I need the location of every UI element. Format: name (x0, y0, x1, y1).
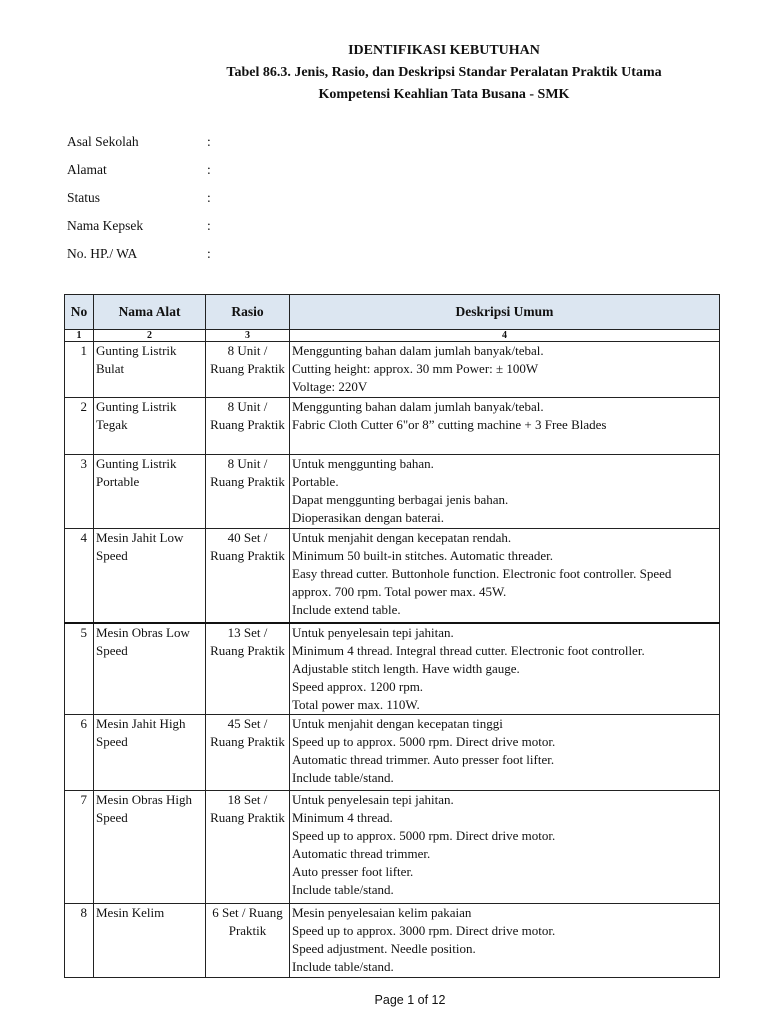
cell-nama-alat (94, 715, 206, 791)
cell-deskripsi-line: Cutting height: approx. 30 mm Power: ± 100W (292, 361, 539, 376)
column-number-row (65, 330, 720, 342)
page-number: Page 1 of 12 (374, 993, 446, 1007)
cell-rasio (206, 904, 290, 978)
cell-rasio-line: Praktik (228, 923, 267, 938)
cell-no: 6 (65, 715, 94, 791)
cell-rasio (206, 623, 290, 715)
document-title (0, 40, 768, 106)
cell-nama-alat-line: Tegak (96, 417, 128, 432)
cell-deskripsi-line: Speed adjustment. Needle position. (292, 941, 476, 956)
cell-rasio-line: 13 Set / (227, 624, 268, 640)
cell-deskripsi (290, 715, 720, 791)
info-colon: : (207, 246, 211, 261)
table-row (65, 623, 720, 715)
cell-no: 8 (65, 904, 94, 978)
info-field-asal-sekolah (67, 132, 367, 160)
cell-no: 1 (65, 342, 94, 398)
info-field-no-hp (67, 244, 367, 272)
table-row (65, 342, 720, 398)
table-row (65, 455, 720, 529)
info-field-alamat (67, 160, 367, 188)
cell-no: 7 (65, 791, 94, 904)
cell-nama-alat-line: Speed (96, 810, 128, 825)
table-row (65, 529, 720, 623)
cell-deskripsi-line: Include table/stand. (292, 882, 394, 897)
equipment-table (64, 294, 720, 978)
cell-deskripsi-line: Speed up to approx. 5000 rpm. Direct drive motor. (292, 734, 556, 749)
cell-rasio-line: Ruang Praktik (210, 417, 285, 432)
cell-deskripsi-line: Dapat menggunting berbagai jenis bahan. (292, 492, 509, 507)
cell-no: 4 (65, 529, 94, 623)
cell-deskripsi-line: Untuk menjahit dengan kecepatan tinggi (292, 716, 503, 731)
cell-deskripsi-line: Minimum 50 built-in stitches. Automatic threader. (292, 548, 554, 563)
cell-deskripsi-line: Automatic thread trimmer. (292, 846, 431, 861)
column-number: 2 (94, 330, 206, 342)
cell-deskripsi-line: Minimum 4 thread. (292, 810, 393, 825)
cell-nama-alat-line: Portable (96, 474, 140, 489)
cell-deskripsi (290, 342, 720, 398)
info-field-status (67, 188, 367, 216)
cell-nama-alat-line: Mesin Obras High (96, 792, 193, 807)
cell-deskripsi-line: Menggunting bahan dalam jumlah banyak/tebal. (292, 399, 544, 414)
title-line-2: Tabel 86.3. Jenis, Rasio, dan Deskripsi Standar Peralatan Praktik Utama (226, 65, 662, 80)
cell-deskripsi-line: approx. 700 rpm. Total power max. 45W. (292, 584, 507, 599)
info-field-nama-kepsek (67, 216, 367, 244)
header-no: No (65, 295, 94, 330)
table-row (65, 904, 720, 978)
info-label: No. HP./ WA (67, 246, 138, 261)
cell-nama-alat (94, 904, 206, 978)
cell-deskripsi-line: Automatic thread trimmer. Auto presser foot lifter. (292, 752, 555, 767)
cell-deskripsi-line: Fabric Cloth Cutter 6"or 8” cutting machine + 3 Free Blades (292, 417, 607, 432)
cell-rasio-line: 6 Set / Ruang (212, 905, 283, 920)
cell-rasio-line: 8 Unit / (227, 343, 268, 358)
info-colon: : (207, 190, 211, 205)
cell-deskripsi (290, 398, 720, 455)
cell-rasio-line: Ruang Praktik (210, 734, 285, 749)
cell-deskripsi (290, 791, 720, 904)
cell-rasio-line: 8 Unit / (227, 399, 268, 414)
cell-rasio-line: Ruang Praktik (210, 642, 285, 658)
cell-deskripsi-line: Voltage: 220V (292, 379, 368, 394)
cell-nama-alat-line: Gunting Listrik (96, 399, 177, 414)
header-nama-alat: Nama Alat (94, 295, 206, 330)
cell-nama-alat-line: Mesin Jahit Low (96, 530, 184, 545)
cell-deskripsi-line: Mesin penyelesaian kelim pakaian (292, 905, 472, 920)
info-label: Nama Kepsek (67, 218, 144, 233)
cell-deskripsi-line: Menggunting bahan dalam jumlah banyak/tebal. (292, 343, 544, 358)
cell-rasio-line: 18 Set / (227, 792, 268, 807)
cell-rasio (206, 398, 290, 455)
cell-nama-alat-line: Speed (96, 734, 128, 749)
cell-rasio (206, 529, 290, 623)
cell-nama-alat-line: Mesin Jahit High (96, 716, 186, 731)
cell-deskripsi (290, 455, 720, 529)
title-line-1: IDENTIFIKASI KEBUTUHAN (348, 43, 540, 58)
cell-nama-alat (94, 398, 206, 455)
cell-no: 2 (65, 398, 94, 455)
cell-deskripsi (290, 623, 720, 715)
cell-nama-alat-line: Speed (96, 548, 128, 563)
cell-nama-alat (94, 529, 206, 623)
cell-deskripsi-line: Include table/stand. (292, 959, 394, 974)
cell-deskripsi-line: Speed up to approx. 3000 rpm. Direct drive motor. (292, 923, 556, 938)
cell-deskripsi-line: Include table/stand. (292, 770, 394, 785)
cell-rasio-line: 45 Set / (227, 716, 268, 731)
column-number: 1 (65, 330, 94, 342)
cell-rasio-line: Ruang Praktik (210, 474, 285, 489)
column-number: 4 (290, 330, 720, 342)
cell-nama-alat-line: Speed (96, 642, 128, 658)
cell-nama-alat-line: Mesin Obras Low (96, 624, 190, 640)
cell-rasio (206, 791, 290, 904)
cell-rasio-line: Ruang Praktik (210, 548, 285, 563)
table-header-row (65, 295, 720, 330)
cell-deskripsi-line: Speed approx. 1200 rpm. (292, 678, 424, 694)
cell-rasio (206, 342, 290, 398)
cell-deskripsi-line: Untuk menggunting bahan. (292, 456, 434, 471)
cell-deskripsi-line: Easy thread cutter. Buttonhole function. Electronic foot controller. Speed (292, 566, 672, 581)
cell-deskripsi-line: Include extend table. (292, 602, 401, 617)
cell-nama-alat (94, 455, 206, 529)
cell-nama-alat (94, 791, 206, 904)
cell-nama-alat-line: Mesin Kelim (96, 905, 165, 920)
cell-no: 3 (65, 455, 94, 529)
cell-rasio-line: 8 Unit / (227, 456, 268, 471)
info-colon: : (207, 162, 211, 177)
table-row (65, 398, 720, 455)
title-line-3: Kompetensi Keahlian Tata Busana - SMK (318, 87, 570, 102)
cell-rasio-line: 40 Set / (227, 530, 268, 545)
cell-nama-alat (94, 623, 206, 715)
info-label: Asal Sekolah (67, 134, 139, 149)
info-label: Alamat (67, 162, 107, 177)
cell-rasio (206, 455, 290, 529)
table-row (65, 791, 720, 904)
school-info-fields (67, 132, 367, 272)
column-number: 3 (206, 330, 290, 342)
cell-deskripsi-line: Adjustable stitch length. Have width gauge. (292, 660, 520, 676)
info-colon: : (207, 218, 211, 233)
cell-deskripsi-line: Auto presser foot lifter. (292, 864, 414, 879)
cell-deskripsi-line: Minimum 4 thread. Integral thread cutter. Electronic foot controller. (292, 642, 645, 658)
table-row (65, 715, 720, 791)
cell-rasio (206, 715, 290, 791)
cell-rasio-line: Ruang Praktik (210, 810, 285, 825)
header-deskripsi: Deskripsi Umum (290, 295, 720, 330)
cell-nama-alat-line: Gunting Listrik (96, 343, 177, 358)
cell-deskripsi-line: Untuk penyelesain tepi jahitan. (292, 624, 454, 640)
cell-deskripsi-line: Untuk penyelesain tepi jahitan. (292, 792, 454, 807)
cell-deskripsi-line: Portable. (292, 474, 339, 489)
cell-nama-alat-line: Bulat (96, 361, 125, 376)
info-colon: : (207, 134, 211, 149)
cell-deskripsi (290, 529, 720, 623)
cell-deskripsi-line: Total power max. 110W. (292, 696, 420, 712)
cell-no: 5 (65, 623, 94, 715)
cell-rasio-line: Ruang Praktik (210, 361, 285, 376)
header-rasio: Rasio (206, 295, 290, 330)
info-label: Status (67, 190, 101, 205)
cell-deskripsi-line: Dioperasikan dengan baterai. (292, 510, 444, 525)
cell-deskripsi-line: Speed up to approx. 5000 rpm. Direct drive motor. (292, 828, 556, 843)
cell-nama-alat (94, 342, 206, 398)
cell-deskripsi-line: Untuk menjahit dengan kecepatan rendah. (292, 530, 512, 545)
cell-nama-alat-line: Gunting Listrik (96, 456, 177, 471)
cell-deskripsi (290, 904, 720, 978)
